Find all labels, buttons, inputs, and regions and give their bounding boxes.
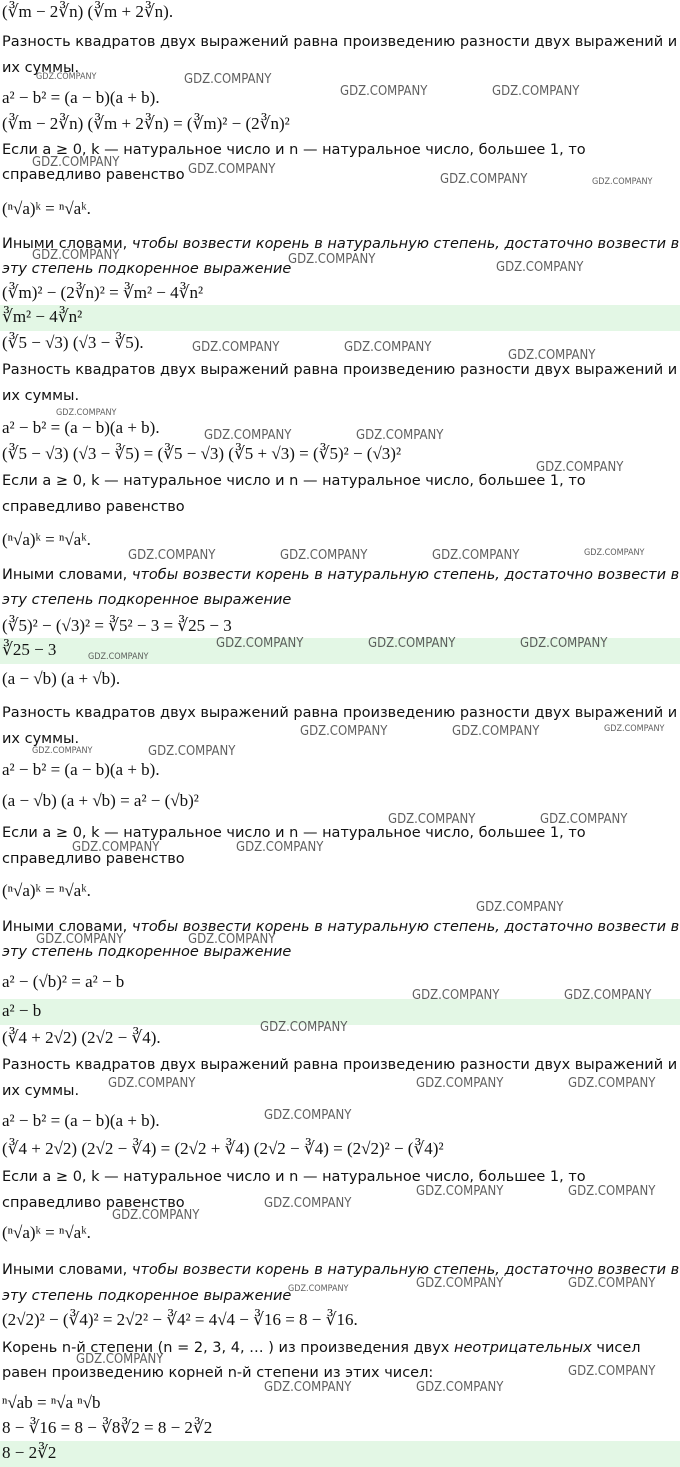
answer-2: ∛25 − 3	[2, 640, 57, 659]
watermark: GDZ.COMPANY	[604, 724, 665, 734]
text-in-other-words: Иными словами, чтобы возвести корень в натуральную степень, достаточно возвести в	[2, 919, 680, 935]
watermark: GDZ.COMPANY	[264, 1196, 352, 1211]
step-3-2: a² − (√b)² = a² − b	[2, 972, 125, 991]
text-diff-squares: Разность квадратов двух выражений равна произведению разности двух выражений и	[2, 705, 678, 721]
text-this-power: эту степень подкоренное выражение	[2, 261, 292, 277]
step-3-1: (a − √b) (a + √b) = a² − (√b)²	[2, 791, 199, 810]
formula-diff-squares: a² − b² = (a − b)(a + b).	[2, 418, 160, 437]
step-1-2: (∛m)² − (2∛n)² = ∛m² − 4∛n²	[2, 283, 204, 302]
watermark: GDZ.COMPANY	[492, 84, 580, 99]
watermark: GDZ.COMPANY	[536, 460, 624, 475]
text-their-sums: их суммы.	[2, 1083, 80, 1099]
formula-power: (ⁿ√a)ᵏ = ⁿ√aᵏ.	[2, 1223, 91, 1242]
answer-3: a² − b	[2, 1001, 42, 1020]
watermark: GDZ.COMPANY	[508, 348, 596, 363]
watermark: GDZ.COMPANY	[288, 252, 376, 267]
formula-diff-squares: a² − b² = (a − b)(a + b).	[2, 1111, 160, 1130]
text-if-a: Если a ≥ 0, k — натуральное число и n — натуральное число, большее 1, то	[2, 142, 586, 158]
answer-4: 8 − 2∛2	[2, 1443, 57, 1462]
expression-2: (∛5 − √3) (√3 − ∛5).	[2, 333, 144, 352]
watermark: GDZ.COMPANY	[188, 162, 276, 177]
watermark: GDZ.COMPANY	[568, 1364, 656, 1379]
answer-1: ∛m² − 4∛n²	[2, 307, 83, 326]
watermark: GDZ.COMPANY	[32, 155, 120, 170]
text-equality-holds: справедливо равенство	[2, 851, 185, 867]
step-2-2: (∛5)² − (√3)² = ∛5² − 3 = ∛25 − 3	[2, 616, 232, 635]
text-their-sums: их суммы.	[2, 388, 80, 404]
watermark: GDZ.COMPANY	[388, 812, 476, 827]
watermark: GDZ.COMPANY	[192, 340, 280, 355]
text-equality-holds: справедливо равенство	[2, 167, 185, 183]
text-diff-squares: Разность квадратов двух выражений равна произведению разности двух выражений и	[2, 362, 678, 378]
watermark: GDZ.COMPANY	[36, 932, 124, 947]
text-this-power: эту степень подкоренное выражение	[2, 944, 292, 960]
watermark: GDZ.COMPANY	[592, 177, 653, 187]
text-root-rule: Корень n-й степени (n = 2, 3, 4, … ) из произведения двух неотрицательных чисел	[2, 1340, 641, 1356]
step-1-1: (∛m − 2∛n) (∛m + 2∛n) = (∛m)² − (2∛n)²	[2, 114, 290, 133]
formula-root-product: ⁿ√ab = ⁿ√a ⁿ√b	[2, 1393, 101, 1412]
watermark: GDZ.COMPANY	[432, 548, 520, 563]
watermark: GDZ.COMPANY	[520, 636, 608, 651]
watermark: GDZ.COMPANY	[236, 840, 324, 855]
watermark: GDZ.COMPANY	[108, 1076, 196, 1091]
watermark: GDZ.COMPANY	[184, 72, 272, 87]
watermark: GDZ.COMPANY	[260, 1020, 348, 1035]
formula-power: (ⁿ√a)ᵏ = ⁿ√aᵏ.	[2, 881, 91, 900]
text-diff-squares: Разность квадратов двух выражений равна произведению разности двух выражений и	[2, 1057, 678, 1073]
text-in-other-words: Иными словами, чтобы возвести корень в натуральную степень, достаточно возвести в	[2, 236, 680, 252]
watermark: GDZ.COMPANY	[412, 988, 500, 1003]
watermark: GDZ.COMPANY	[496, 260, 584, 275]
watermark: GDZ.COMPANY	[72, 840, 160, 855]
watermark: GDZ.COMPANY	[564, 988, 652, 1003]
text-this-power: эту степень подкоренное выражение	[2, 1288, 292, 1304]
watermark: GDZ.COMPANY	[416, 1380, 504, 1395]
watermark: GDZ.COMPANY	[452, 724, 540, 739]
expression-1: (∛m − 2∛n) (∛m + 2∛n).	[2, 2, 174, 21]
text-in-other-words: Иными словами, чтобы возвести корень в натуральную степень, достаточно возвести в	[2, 1262, 680, 1278]
text-root-rule-2: равен произведению корней n-й степени из этих чисел:	[2, 1365, 434, 1381]
watermark: GDZ.COMPANY	[476, 900, 564, 915]
watermark: GDZ.COMPANY	[568, 1076, 656, 1091]
formula-power: (ⁿ√a)ᵏ = ⁿ√aᵏ.	[2, 199, 91, 218]
watermark: GDZ.COMPANY	[440, 172, 528, 187]
text-their-sums: их суммы.	[2, 60, 80, 76]
watermark: GDZ.COMPANY	[416, 1076, 504, 1091]
watermark: GDZ.COMPANY	[32, 746, 93, 756]
watermark: GDZ.COMPANY	[416, 1276, 504, 1291]
watermark: GDZ.COMPANY	[216, 636, 304, 651]
watermark: GDZ.COMPANY	[356, 428, 444, 443]
watermark: GDZ.COMPANY	[368, 636, 456, 651]
watermark: GDZ.COMPANY	[36, 72, 97, 82]
watermark: GDZ.COMPANY	[264, 1380, 352, 1395]
text-their-sums: их суммы.	[2, 731, 80, 747]
formula-power: (ⁿ√a)ᵏ = ⁿ√aᵏ.	[2, 530, 91, 549]
watermark: GDZ.COMPANY	[76, 1352, 164, 1367]
text-equality-holds: справедливо равенство	[2, 1195, 185, 1211]
expression-3: (a − √b) (a + √b).	[2, 669, 121, 688]
watermark: GDZ.COMPANY	[148, 744, 236, 759]
watermark: GDZ.COMPANY	[188, 932, 276, 947]
step-4-3: 8 − ∛16 = 8 − ∛8∛2 = 8 − 2∛2	[2, 1418, 213, 1437]
formula-diff-squares: a² − b² = (a − b)(a + b).	[2, 760, 160, 779]
watermark: GDZ.COMPANY	[288, 1284, 349, 1294]
watermark: GDZ.COMPANY	[128, 548, 216, 563]
step-4-1: (∛4 + 2√2) (2√2 − ∛4) = (2√2 + ∛4) (2√2 − ∛4) = (2√2)² − (∛4)²	[2, 1139, 444, 1158]
step-4-2: (2√2)² − (∛4)² = 2√2² − ∛4² = 4√4 − ∛16 = 8 − ∛16.	[2, 1310, 358, 1329]
watermark: GDZ.COMPANY	[56, 408, 117, 418]
watermark: GDZ.COMPANY	[112, 1208, 200, 1223]
watermark: GDZ.COMPANY	[416, 1184, 504, 1199]
watermark: GDZ.COMPANY	[264, 1108, 352, 1123]
watermark: GDZ.COMPANY	[344, 340, 432, 355]
expression-4: (∛4 + 2√2) (2√2 − ∛4).	[2, 1028, 161, 1047]
watermark: GDZ.COMPANY	[280, 548, 368, 563]
watermark: GDZ.COMPANY	[584, 548, 645, 558]
text-if-a: Если a ≥ 0, k — натуральное число и n — натуральное число, большее 1, то	[2, 1169, 586, 1185]
formula-diff-squares: a² − b² = (a − b)(a + b).	[2, 88, 160, 107]
step-2-1: (∛5 − √3) (√3 − ∛5) = (∛5 − √3) (∛5 + √3) = (∛5)² − (√3)²	[2, 444, 402, 463]
watermark: GDZ.COMPANY	[340, 84, 428, 99]
text-if-a: Если a ≥ 0, k — натуральное число и n — натуральное число, большее 1, то	[2, 825, 586, 841]
watermark: GDZ.COMPANY	[32, 248, 120, 263]
watermark: GDZ.COMPANY	[204, 428, 292, 443]
text-in-other-words: Иными словами, чтобы возвести корень в натуральную степень, достаточно возвести в	[2, 567, 680, 583]
watermark: GDZ.COMPANY	[300, 724, 388, 739]
text-this-power: эту степень подкоренное выражение	[2, 592, 292, 608]
watermark: GDZ.COMPANY	[540, 812, 628, 827]
text-if-a: Если a ≥ 0, k — натуральное число и n — натуральное число, большее 1, то	[2, 473, 586, 489]
watermark: GDZ.COMPANY	[568, 1184, 656, 1199]
watermark: GDZ.COMPANY	[88, 652, 149, 662]
text-equality-holds: справедливо равенство	[2, 499, 185, 515]
watermark: GDZ.COMPANY	[568, 1276, 656, 1291]
text-diff-squares: Разность квадратов двух выражений равна произведению разности двух выражений и	[2, 34, 678, 50]
